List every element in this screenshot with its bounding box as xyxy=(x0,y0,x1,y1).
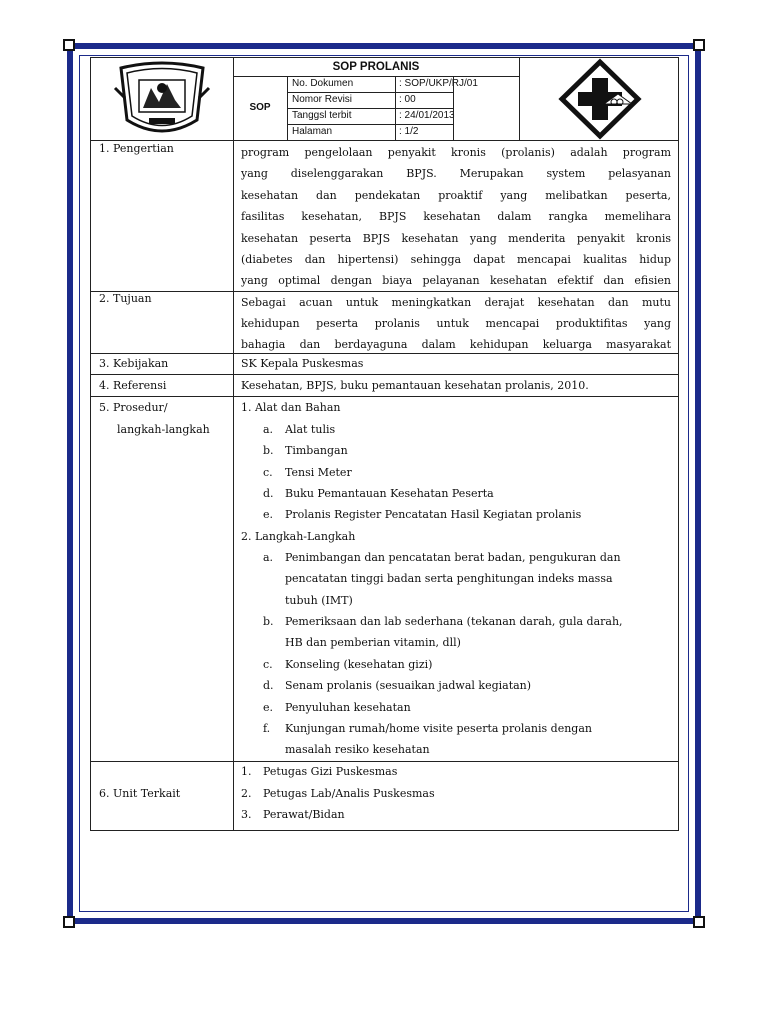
meta-key: No. Dokumen xyxy=(292,78,354,89)
kebijakan-text: SK Kepala Puskesmas xyxy=(241,357,364,370)
list-marker: d. xyxy=(263,679,274,692)
list-item: Timbangan xyxy=(285,444,348,457)
list-marker: 1. xyxy=(241,765,252,778)
list-item: Kunjungan rumah/home visite peserta prolanis dengan xyxy=(285,722,592,735)
list-item: Konseling (kesehatan gizi) xyxy=(285,658,433,671)
sop-table xyxy=(90,141,679,831)
meta-row xyxy=(287,108,519,124)
list-marker: b. xyxy=(263,444,274,457)
text-line: bahagia dan berdayaguna dalam kehidupan keluarga masyarakat xyxy=(241,338,671,351)
list-item-cont: masalah resiko kesehatan xyxy=(285,743,430,756)
meta-key: Nomor Revisi xyxy=(292,94,353,105)
list-item-cont: tubuh (IMT) xyxy=(285,594,353,607)
list-item: Perawat/Bidan xyxy=(263,808,345,821)
meta-row xyxy=(287,124,519,140)
section-label-referensi: 4. Referensi xyxy=(99,379,167,392)
list-item: Penimbangan dan pencatatan berat badan, pengukuran dan xyxy=(285,551,621,564)
list-item: Tensi Meter xyxy=(285,466,352,479)
section-label-kebijakan: 3. Kebijakan xyxy=(99,357,169,370)
list-item: Senam prolanis (sesuaikan jadwal kegiatan) xyxy=(285,679,532,692)
document-meta xyxy=(287,76,519,140)
row-divider xyxy=(91,396,678,397)
sop-label: SOP xyxy=(233,76,288,140)
divider xyxy=(287,108,453,109)
section-label-pengertian: 1. Pengertian xyxy=(99,142,174,155)
text-line: (diabetes dan hipertensi) sehingga dapat mencapai kualitas hidup xyxy=(241,253,671,267)
section-label-prosedur-cont: langkah-langkah xyxy=(117,423,210,436)
puskesmas-cross-icon xyxy=(519,58,679,140)
subsection-title-langkah: 2. Langkah-Langkah xyxy=(241,530,356,543)
corner-ornament xyxy=(63,916,75,928)
list-marker: 3. xyxy=(241,808,252,821)
list-marker: a. xyxy=(263,423,274,436)
list-marker: f. xyxy=(263,722,271,735)
row-divider xyxy=(91,374,678,375)
section-label-unit: 6. Unit Terkait xyxy=(99,787,181,800)
section-label-prosedur: 5. Prosedur/ xyxy=(99,401,168,414)
meta-key: Tanggsl terbit xyxy=(292,110,352,121)
sop-header xyxy=(90,57,679,141)
text-line: yang diselenggarakan BPJS. Merupakan system pelasyanan xyxy=(241,167,671,181)
meta-row xyxy=(287,92,519,108)
list-item: Prolanis Register Pencatatan Hasil Kegiatan prolanis xyxy=(285,508,582,521)
corner-ornament xyxy=(63,39,75,51)
list-marker: d. xyxy=(263,487,274,500)
list-item: Penyuluhan kesehatan xyxy=(285,701,411,714)
list-item: Alat tulis xyxy=(285,423,336,436)
meta-value: : SOP/UKP/RJ/01 xyxy=(399,78,478,89)
text-line: kesehatan peserta BPJS kesehatan yang menderita penyakit kronis xyxy=(241,231,671,245)
list-item: Petugas Lab/Analis Puskesmas xyxy=(263,787,435,800)
divider xyxy=(395,76,396,140)
text-line: Sebagai acuan untuk meningkatkan derajat kesehatan dan mutu xyxy=(241,296,671,309)
meta-key: Halaman xyxy=(292,126,333,137)
list-item-cont: pencatatan tinggi badan serta penghitungan indeks massa xyxy=(285,572,613,585)
corner-ornament xyxy=(693,916,705,928)
meta-value: : 00 xyxy=(399,94,416,105)
list-marker: 2. xyxy=(241,787,252,800)
divider xyxy=(453,76,454,140)
divider xyxy=(287,124,453,125)
row-divider xyxy=(91,761,678,762)
list-marker: e. xyxy=(263,508,274,521)
document-title: SOP PROLANIS xyxy=(233,58,519,77)
corner-ornament xyxy=(693,39,705,51)
pengertian-text xyxy=(241,142,671,292)
meta-row xyxy=(287,76,519,92)
list-marker: b. xyxy=(263,615,274,628)
text-line: kesehatan dan pendekatan proaktif yang melibatkan peserta, xyxy=(241,188,671,202)
text-line: kehidupan peserta prolanis untuk mencapai produktifitas yang xyxy=(241,317,671,330)
referensi-text: Kesehatan, BPJS, buku pemantauan kesehatan prolanis, 2010. xyxy=(241,379,589,392)
list-marker: c. xyxy=(263,466,273,479)
list-item: Petugas Gizi Puskesmas xyxy=(263,765,398,778)
divider xyxy=(287,92,453,93)
meta-value: : 1/2 xyxy=(399,126,419,137)
list-item-cont: HB dan pemberian vitamin, dll) xyxy=(285,636,461,649)
list-item: Pemeriksaan dan lab sederhana (tekanan darah, gula darah, xyxy=(285,615,623,628)
list-marker: c. xyxy=(263,658,273,671)
list-marker: a. xyxy=(263,551,274,564)
subsection-title-alat: 1. Alat dan Bahan xyxy=(241,401,341,414)
regency-emblem-icon xyxy=(91,58,234,140)
sop-info-block xyxy=(233,58,519,140)
column-divider xyxy=(233,141,234,830)
meta-value: : 24/01/2013 xyxy=(399,110,455,121)
tujuan-text xyxy=(241,292,671,355)
list-marker: e. xyxy=(263,701,274,714)
list-item: Buku Pemantauan Kesehatan Peserta xyxy=(285,487,494,500)
text-line: yang optimal dengan biaya pelayanan kesehatan efektif dan efisien xyxy=(241,274,671,288)
text-line: program pengelolaan penyakit kronis (prolanis) adalah program xyxy=(241,146,671,159)
section-label-tujuan: 2. Tujuan xyxy=(99,292,152,305)
text-line: fasilitas kesehatan, BPJS kesehatan dalam rangka memelihara xyxy=(241,210,671,224)
